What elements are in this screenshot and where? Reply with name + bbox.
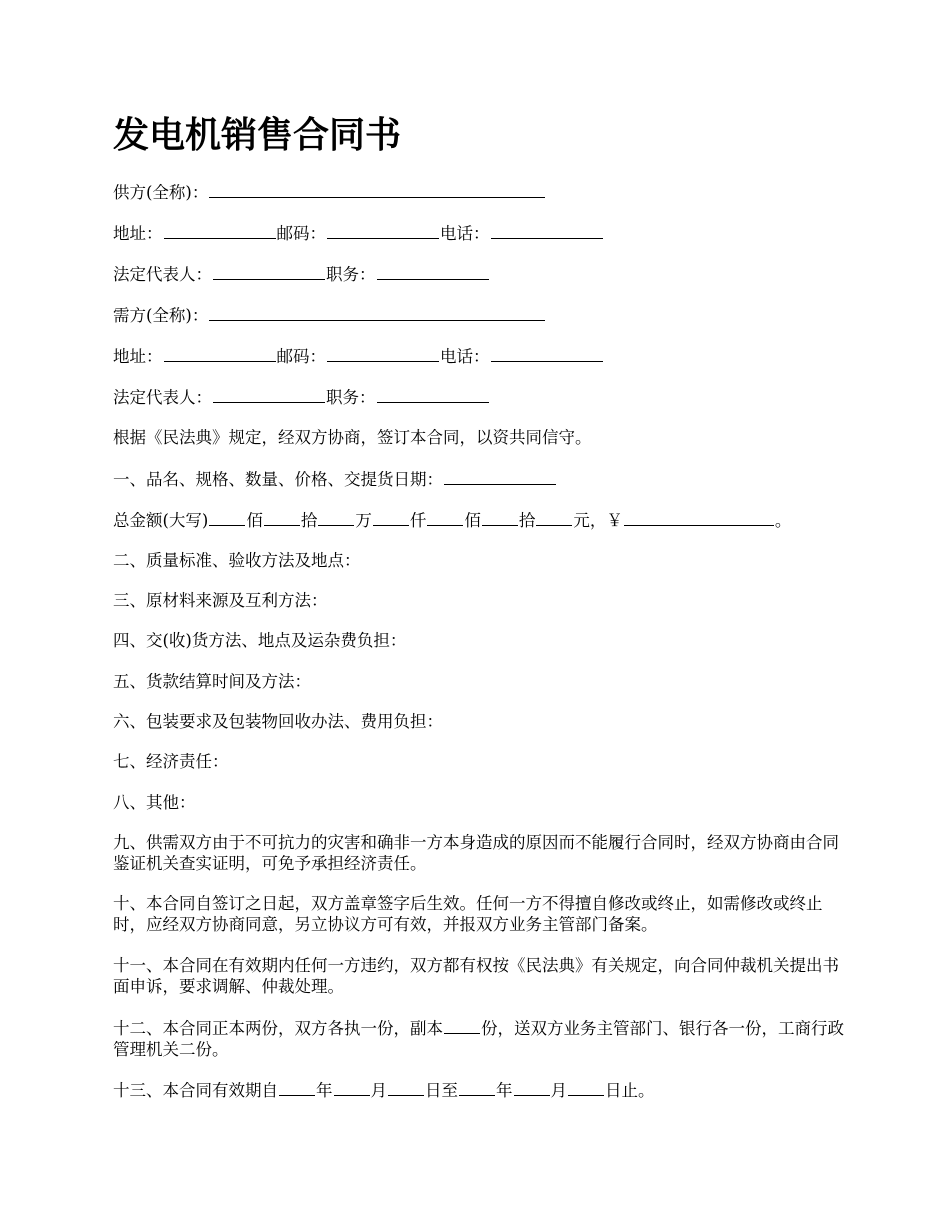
supplier-name-label: 供方(全称)： [113,183,209,202]
buyer-phone-blank[interactable] [491,345,603,362]
clause-6: 六、包装要求及包装物回收办法、费用负担： [113,712,443,731]
buyer-address-line [113,345,604,368]
amount-blank-shi1[interactable] [264,509,300,526]
buyer-name-label: 需方(全称)： [113,306,209,325]
clause-4: 四、交(收)货方法、地点及运杂费负担： [113,631,407,650]
supplier-phone-label: 电话： [440,224,490,243]
clause-1 [113,468,557,491]
amount-blank-wan[interactable] [318,509,354,526]
clause-7: 七、经济责任： [113,752,229,771]
clause-9: 九、供需双方由于不可抗力的灾害和确非一方本身造成的原因而不能履行合同时，经双方协商由合同鉴证机关查实证明，可免予承担经济责任。 [113,833,839,873]
start-day-blank[interactable] [388,1079,424,1096]
supplier-postcode-label: 邮码： [276,224,326,243]
end-day-blank[interactable] [568,1079,604,1096]
buyer-name-line [113,304,546,327]
clause-13 [113,1079,655,1102]
buyer-position-blank[interactable] [377,386,489,403]
total-amount-label: 总金额(大写) [113,511,209,530]
buyer-address-blank[interactable] [164,345,276,362]
buyer-address-label: 地址： [113,347,163,366]
clause-11: 十一、本合同在有效期内任何一方违约，双方都有权按《民法典》有关规定，向合同仲裁机关提出书面申诉，要求调解、仲裁处理。 [113,956,839,996]
buyer-rep-blank[interactable] [213,386,325,403]
supplier-phone-blank[interactable] [491,222,603,239]
buyer-position-label: 职务： [326,388,376,407]
unit-wan: 万 [355,511,372,530]
clause-12 [113,1017,853,1060]
supplier-rep-line [113,263,490,286]
unit-yuan: 元，￥ [573,511,623,530]
clause-8: 八、其他： [113,793,196,812]
supplier-name-blank[interactable] [209,181,545,198]
unit-bai2: 佰 [464,511,481,530]
buyer-name-blank[interactable] [209,304,545,321]
clause-1-blank[interactable] [444,468,556,485]
buyer-postcode-label: 邮码： [276,347,326,366]
clause-2: 二、质量标准、验收方法及地点： [113,551,361,570]
start-month-label: 月 [370,1081,387,1100]
end-year-blank[interactable] [459,1079,495,1096]
end-year-label: 年 [496,1081,513,1100]
buyer-rep-label: 法定代表人： [113,388,212,407]
supplier-position-blank[interactable] [377,263,489,280]
end-month-blank[interactable] [514,1079,550,1096]
clause-13-part1: 十三、本合同有效期自 [113,1081,278,1100]
start-month-blank[interactable] [334,1079,370,1096]
clause-10: 十、本合同自签订之日起，双方盖章签字后生效。任何一方不得擅自修改或终止，如需修改或终止时，应经双方协商同意，另立协议方可有效，并报双方业务主管部门备案。 [113,894,823,934]
start-day-label: 日至 [425,1081,458,1100]
unit-bai1: 佰 [246,511,263,530]
total-amount-line [113,509,791,532]
unit-qian: 仟 [409,511,427,530]
page-title: 发电机销售合同书 [113,115,402,156]
supplier-rep-label: 法定代表人： [113,265,212,284]
supplier-position-label: 职务： [326,265,376,284]
buyer-rep-line [113,386,490,409]
supplier-address-blank[interactable] [164,222,276,239]
copies-blank[interactable] [444,1017,480,1034]
clause-1-text: 一、品名、规格、数量、价格、交提货日期： [113,470,443,489]
supplier-rep-blank[interactable] [213,263,325,280]
amount-blank-yuan[interactable] [536,509,572,526]
buyer-postcode-blank[interactable] [327,345,439,362]
buyer-phone-label: 电话： [440,347,490,366]
start-year-label: 年 [316,1081,333,1100]
clause-3: 三、原材料来源及互利方法： [113,591,328,610]
supplier-address-label: 地址： [113,224,163,243]
supplier-address-line [113,222,604,245]
intro-text: 根据《民法典》规定，经双方协商，签订本合同，以资共同信守。 [113,428,592,447]
supplier-postcode-blank[interactable] [327,222,439,239]
amount-blank-qian[interactable] [373,509,409,526]
start-year-blank[interactable] [279,1079,315,1096]
end-month-label: 月 [550,1081,567,1100]
supplier-name-line [113,181,546,204]
clause-5: 五、货款结算时间及方法： [113,672,311,691]
unit-shi1: 拾 [300,511,318,530]
unit-shi2: 拾 [518,511,536,530]
clause-12-part1: 十二、本合同正本两份，双方各执一份，副本 [113,1019,443,1038]
amount-blank-shi2[interactable] [482,509,518,526]
end-day-label: 日止。 [605,1081,655,1100]
amount-numeric-blank[interactable] [624,509,774,526]
total-end: 。 [774,511,792,530]
amount-blank-bai1[interactable] [209,509,245,526]
amount-blank-bai2[interactable] [427,509,463,526]
clause-12-part2: 份，送双方业务主管部门、银行各一份，工商行政管理机关二份。 [113,1019,844,1059]
